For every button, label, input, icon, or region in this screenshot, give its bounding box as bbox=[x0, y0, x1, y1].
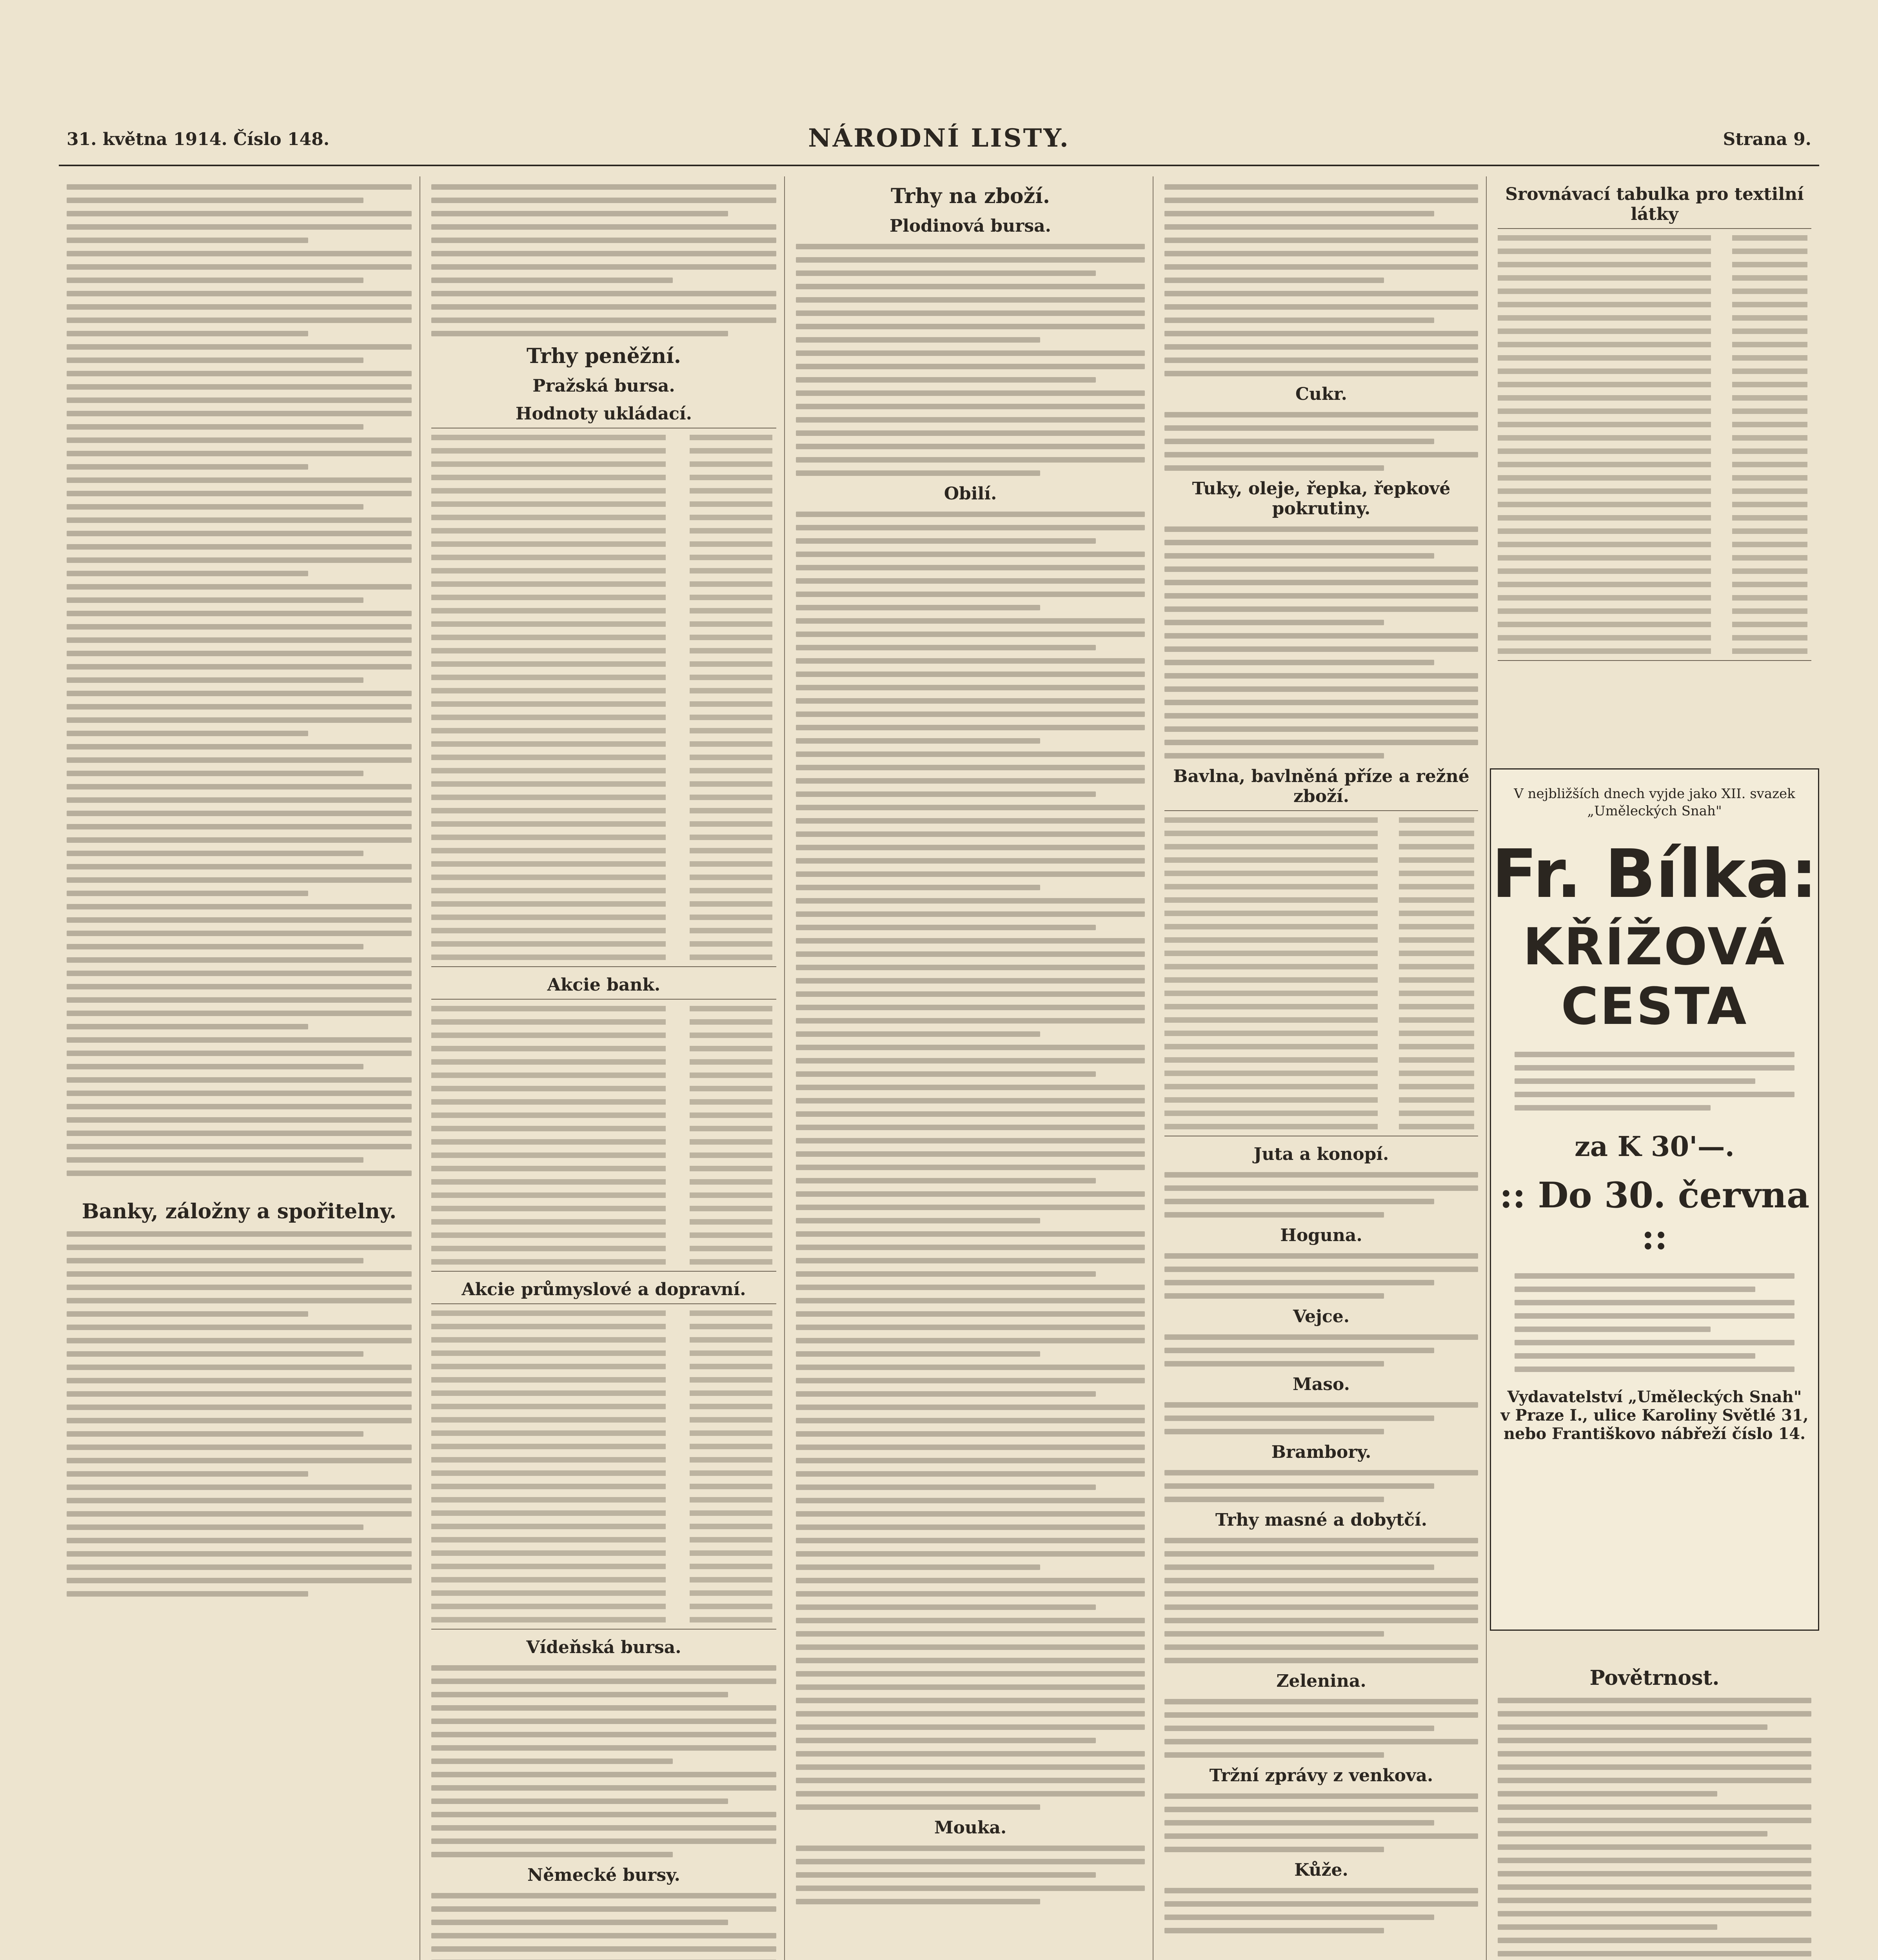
ad-publisher-line-3: nebo Františkovo nábřeží číslo 14. bbox=[1503, 1425, 1806, 1443]
paper-title: NÁRODNÍ LISTY. bbox=[808, 123, 1070, 153]
flour-heading: Mouka. bbox=[934, 1818, 1007, 1838]
investment-values-heading: Hodnoty ukládací. bbox=[515, 404, 692, 424]
textile-comparison-table bbox=[1498, 228, 1811, 661]
country-reports-heading: Tržní zprávy z venkova. bbox=[1209, 1766, 1433, 1786]
ad-author: Fr. Bílka: bbox=[1491, 835, 1818, 913]
commodity-markets-heading: Trhy na zboží. bbox=[891, 184, 1050, 208]
ad-intro: V nejbližších dnech vyjde jako XII. svazek „Uměleckých Snah" bbox=[1514, 786, 1795, 819]
column-4 bbox=[1157, 176, 1487, 1960]
cotton-table bbox=[1164, 810, 1478, 1136]
industrial-shares-heading: Akcie průmyslové a dopravní. bbox=[461, 1279, 746, 1299]
potatoes-heading: Brambory. bbox=[1271, 1442, 1371, 1462]
jute-heading: Juta a konopí. bbox=[1253, 1144, 1389, 1164]
grain-heading: Obilí. bbox=[944, 484, 997, 504]
german-bourses-heading: Německé bursy. bbox=[527, 1865, 680, 1885]
ad-publisher bbox=[1491, 1388, 1818, 1443]
ad-book-title: KŘÍŽOVÁ CESTA bbox=[1523, 917, 1786, 1036]
hides-heading: Kůže. bbox=[1294, 1860, 1348, 1880]
eggs-heading: Vejce. bbox=[1293, 1307, 1350, 1327]
bank-shares-table bbox=[431, 999, 776, 1272]
weather-heading: Povětrnost. bbox=[1589, 1666, 1720, 1690]
bank-shares-heading: Akcie bank. bbox=[547, 975, 661, 995]
masthead bbox=[59, 122, 1819, 166]
ad-publisher-line-2: v Praze I., ulice Karoliny Světlé 31, bbox=[1500, 1406, 1809, 1425]
newspaper-page bbox=[59, 43, 1819, 1960]
vienna-bourse-heading: Vídeňská bursa. bbox=[526, 1637, 681, 1657]
cotton-heading: Bavlna, bavlněná příze a režné zboží. bbox=[1173, 766, 1469, 806]
ad-deadline: :: Do 30. června :: bbox=[1499, 1174, 1810, 1258]
book-advertisement bbox=[1490, 768, 1819, 1631]
textile-table-heading: Srovnávací tabulka pro textilní látky bbox=[1505, 184, 1804, 224]
meat-heading: Maso. bbox=[1293, 1374, 1350, 1394]
column-3 bbox=[788, 176, 1153, 1960]
produce-bourse-heading: Plodinová bursa. bbox=[890, 216, 1051, 236]
ad-price: za K 30'—. bbox=[1575, 1130, 1735, 1163]
page-number: Strana 9. bbox=[1723, 129, 1811, 149]
wool-heading: Hoguna. bbox=[1280, 1225, 1362, 1245]
banks-heading: Banky, záložny a spořitelny. bbox=[82, 1200, 397, 1223]
fats-oils-heading: Tuky, oleje, řepka, řepkové pokrutiny. bbox=[1192, 479, 1451, 519]
column-1-text bbox=[59, 184, 420, 1176]
money-markets-heading: Trhy peněžní. bbox=[527, 344, 681, 368]
cattle-markets-heading: Trhy masné a dobytčí. bbox=[1215, 1510, 1428, 1530]
vegetables-heading: Zelenina. bbox=[1276, 1671, 1366, 1691]
ad-publisher-line-1: Vydavatelství „Uměleckých Snah" bbox=[1507, 1388, 1802, 1406]
column-1 bbox=[59, 176, 420, 1960]
issue-date: 31. května 1914. Číslo 148. bbox=[67, 129, 330, 149]
sugar-heading: Cukr. bbox=[1295, 384, 1347, 404]
prague-bourse-table bbox=[431, 428, 776, 967]
industrial-shares-table bbox=[431, 1303, 776, 1630]
weather-section bbox=[1490, 1658, 1819, 1960]
column-2 bbox=[423, 176, 785, 1960]
prague-bourse-heading: Pražská bursa. bbox=[532, 376, 675, 396]
